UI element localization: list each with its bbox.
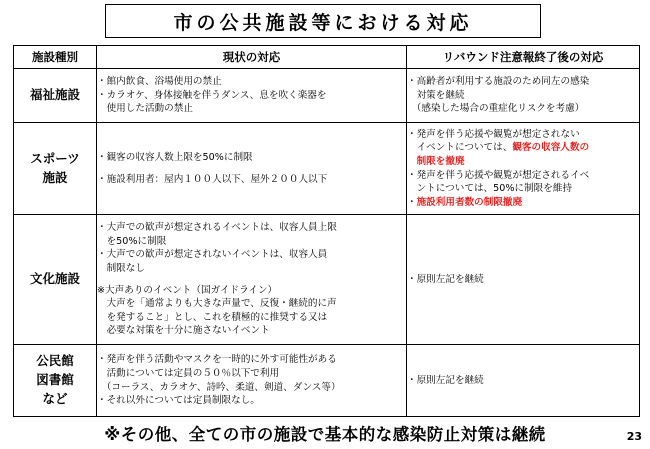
- facility-table: [13, 45, 640, 417]
- after-welfare: ・高齢者が利用する施設のため同左の感染 対策を継続 （感染した場合の重症化リスクを考慮）: [407, 69, 640, 123]
- header-category: 施設種別: [14, 46, 97, 69]
- current-community: ・発声を伴う活動やマスクを一時的に外す可能性がある 活動については定員の５０％以下で利用 （コーラス、カラオケ、詩吟、柔道、剣道、ダンス等） ・それ以外については定員制限なし。: [97, 345, 407, 417]
- after-culture: ・原則左記を継続: [407, 215, 640, 345]
- category-community: 公民館 図書館 など: [14, 345, 97, 417]
- category-culture: 文化施設: [14, 215, 97, 345]
- emphasis-text: 施設利用者数の制限撤廃: [416, 196, 523, 208]
- table-row: [14, 345, 640, 417]
- header-current: 現状の対応: [97, 46, 407, 69]
- page-number: 23: [626, 430, 642, 443]
- table-header-row: [14, 46, 640, 69]
- after-community: ・原則左記を継続: [407, 345, 640, 417]
- current-sports: ・観客の収容人数上限を50%に制限 ・施設利用者：屋内１００人以下、屋外２００人以下: [97, 123, 407, 215]
- emphasis-text: 制限を撤廃: [407, 155, 465, 167]
- current-culture: ・大声での歓声が想定されるイベントは、収容人員上限 を50%に制限 ・大声での歓声が想定されないイベントは、収容人員 制限なし ※大声ありのイベント（国ガイドライン） 大声を「通常よりも大きな声量で、反復・継続的に声 を発すること」とし、これを積極的に推奨する又は 必要な対策を十分に施さないイベント: [97, 215, 407, 345]
- after-sports: ・発声を伴う応援や観覧が想定されない イベントについては、観客の収容人数の 制限を撤廃 ・発声を伴う応援や観覧が想定されるイベ ントについては、50%に制限を維持 ・施設利用者数の制限撤廃: [407, 123, 640, 215]
- header-after: リバウンド注意報終了後の対応: [407, 46, 640, 69]
- current-welfare: ・館内飲食、浴場使用の禁止 ・カラオケ、身体接触を伴うダンス、息を吹く楽器を 使用した活動の禁止: [97, 69, 407, 123]
- category-welfare: 福祉施設: [14, 69, 97, 123]
- emphasis-text: 観客の収容人数の: [512, 142, 590, 154]
- table-row: [14, 69, 640, 123]
- footer-note: ※その他、全ての市の施設で基本的な感染防止対策は継続: [104, 425, 546, 444]
- page-title: 市の公共施設等における対応: [105, 4, 541, 38]
- table-row: [14, 215, 640, 345]
- category-sports: スポーツ 施設: [14, 123, 97, 215]
- table-row: [14, 123, 640, 215]
